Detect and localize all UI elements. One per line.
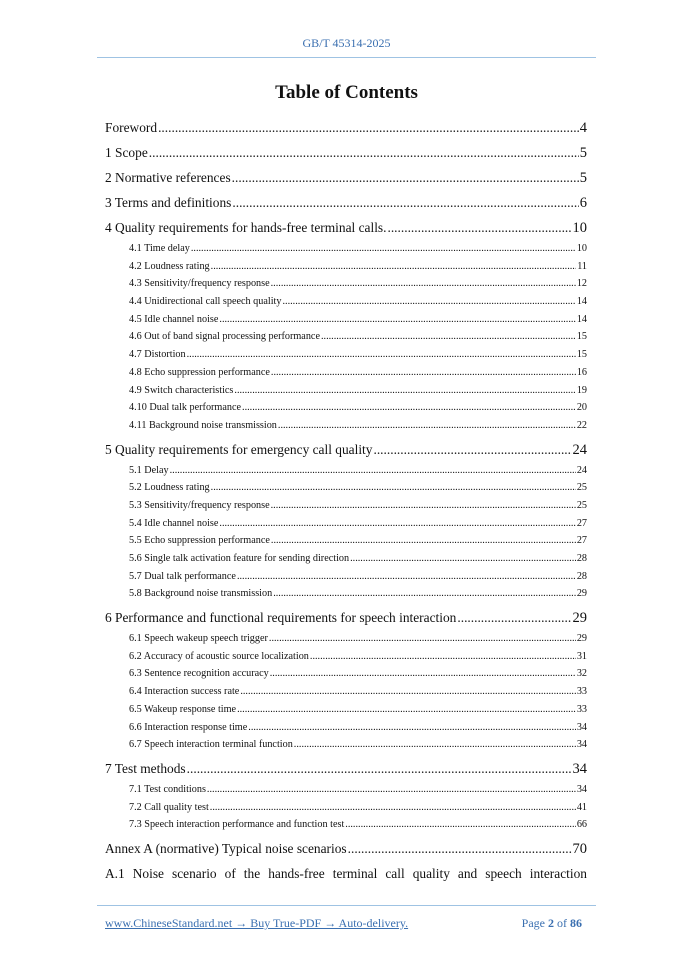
toc-dot-leader	[350, 550, 576, 568]
toc-subsection-entry[interactable]	[105, 293, 587, 311]
toc-subsection-entry[interactable]	[105, 568, 587, 586]
toc-entry-page: 70	[572, 840, 587, 857]
toc-entry-page: 15	[576, 331, 587, 343]
page-title: Table of Contents	[275, 82, 418, 103]
toc-dot-leader	[273, 585, 576, 603]
toc-section-entry[interactable]	[105, 215, 587, 240]
toc-entry-title: Foreword	[105, 120, 158, 135]
toc-subsection-entry[interactable]	[105, 665, 587, 683]
toc-dot-leader	[149, 140, 579, 165]
toc-subsection-entry[interactable]	[105, 630, 587, 648]
toc-entry-title: 6.2 Accuracy of acoustic source localization	[129, 650, 309, 662]
toc-section-entry[interactable]	[105, 115, 587, 140]
toc-entry-page: 27	[576, 517, 587, 529]
toc-subsection-entry[interactable]	[105, 550, 587, 568]
toc-dot-leader	[211, 479, 576, 497]
toc-entry-title: 6.6 Interaction response time	[129, 721, 248, 733]
toc-entry-title: 5.2 Loudness rating	[129, 482, 210, 494]
toc-entry-title: 6.7 Speech interaction terminal function	[129, 739, 293, 751]
toc-entry-title: 6.3 Sentence recognition accuracy	[129, 668, 269, 680]
toc-entry-page: 12	[576, 278, 587, 290]
toc-entry-page: 34	[576, 739, 587, 751]
toc-subsection-entry[interactable]	[105, 719, 587, 737]
toc-entry-page: 20	[576, 402, 587, 414]
toc-subsection-entry[interactable]	[105, 382, 587, 400]
toc-subsection-entry[interactable]	[105, 701, 587, 719]
toc-entry-page: 16	[576, 366, 587, 378]
toc-entry-title: 4.9 Switch characteristics	[129, 384, 234, 396]
toc-dot-leader	[170, 462, 576, 480]
toc-entry-title: 4.7 Distortion	[129, 349, 186, 361]
toc-entry-title: 4.4 Unidirectional call speech quality	[129, 296, 282, 308]
footer-divider	[97, 905, 596, 906]
toc-entry-title: 7 Test methods	[105, 760, 186, 776]
toc-dot-leader	[270, 665, 576, 683]
toc-entry-title: 6 Performance and functional requirements for speech interaction	[105, 610, 457, 626]
page-total: 86	[570, 916, 582, 930]
toc-subsection-entry[interactable]	[105, 816, 587, 834]
page-indicator	[522, 916, 582, 931]
toc-dot-leader	[240, 683, 575, 701]
toc-dot-leader	[282, 293, 575, 311]
table-of-contents	[105, 115, 587, 886]
toc-entry-page: 28	[576, 553, 587, 564]
toc-entry-page: 29	[572, 610, 587, 627]
toc-subsection-entry[interactable]	[105, 328, 587, 346]
toc-entry-page: 29	[576, 633, 587, 645]
toc-entry-title: 4.5 Idle channel noise	[129, 313, 219, 325]
toc-dot-leader	[237, 568, 576, 586]
toc-dot-leader	[387, 215, 571, 240]
toc-section-entry[interactable]	[105, 140, 587, 165]
toc-entry-title: 6.1 Speech wakeup speech trigger	[129, 633, 268, 645]
toc-entry-page: 34	[576, 783, 587, 795]
toc-dot-leader	[278, 417, 576, 435]
toc-entry-page: 25	[576, 499, 587, 511]
toc-section-entry[interactable]	[105, 605, 587, 630]
toc-dot-leader	[207, 781, 576, 799]
toc-dot-leader	[271, 364, 576, 382]
toc-entry-page: 5	[579, 170, 587, 186]
toc-entry-page: 10	[576, 243, 587, 254]
toc-entry-title: 7.2 Call quality test	[129, 801, 209, 813]
toc-entry-title: 4 Quality requirements for hands-free terminal calls.	[105, 220, 387, 235]
toc-entry-title: 4.6 Out of band signal processing performance	[129, 331, 320, 343]
toc-entry-title: 5 Quality requirements for emergency call quality	[105, 441, 373, 457]
toc-dot-leader	[232, 190, 578, 215]
page-label: Page	[521, 916, 545, 930]
toc-entry-page: 14	[576, 296, 587, 308]
toc-dot-leader	[321, 328, 576, 346]
toc-dot-leader	[457, 605, 571, 630]
page-current: 2	[548, 916, 554, 930]
toc-dot-leader	[373, 437, 571, 462]
toc-dot-leader	[237, 701, 576, 719]
toc-entry-page: 15	[576, 349, 587, 361]
toc-dot-leader	[234, 382, 575, 400]
toc-dot-leader	[310, 648, 576, 666]
toc-dot-leader	[187, 756, 572, 781]
toc-entry-page: 19	[576, 384, 587, 396]
toc-dot-leader	[187, 346, 576, 364]
toc-section-entry[interactable]	[105, 836, 587, 861]
toc-entry-title: 5.7 Dual talk performance	[129, 570, 236, 582]
toc-entry-title: 7.1 Test conditions	[129, 783, 206, 795]
toc-entry-page: 10	[572, 220, 587, 236]
toc-entry-page: 33	[576, 703, 587, 715]
page-footer	[105, 916, 582, 931]
toc-entry-title: 6.5 Wakeup response time	[129, 703, 237, 715]
toc-entry-title: 6.4 Interaction success rate	[129, 686, 240, 698]
toc-subsection-entry[interactable]	[105, 683, 587, 701]
toc-dot-leader	[242, 399, 576, 417]
toc-entry-title: 5.5 Echo suppression performance	[129, 535, 270, 547]
toc-section-entry[interactable]	[105, 190, 587, 215]
toc-entry-page: 66	[576, 819, 587, 831]
toc-entry-title: 1 Scope	[105, 145, 148, 160]
toc-entry-title: 5.8 Background noise transmission	[129, 588, 273, 600]
toc-subsection-entry[interactable]	[105, 462, 587, 480]
toc-section-entry[interactable]	[105, 756, 587, 781]
toc-entry-title: 5.4 Idle channel noise	[129, 517, 219, 529]
toc-entry-page: 5	[579, 145, 587, 161]
toc-section-entry[interactable]	[105, 437, 587, 462]
toc-subsection-entry[interactable]	[105, 364, 587, 382]
header-divider	[97, 57, 596, 58]
toc-entry-page: 11	[577, 260, 587, 272]
toc-dot-leader	[248, 719, 576, 737]
toc-dot-leader	[219, 311, 575, 329]
toc-dot-leader	[232, 165, 579, 190]
toc-subsection-entry[interactable]	[105, 515, 587, 533]
toc-entry-page: 28	[576, 570, 587, 582]
toc-entry-page: 34	[576, 721, 587, 733]
toc-entry-title: 4.1 Time delay	[129, 243, 190, 254]
toc-subsection-entry[interactable]	[105, 417, 587, 435]
toc-dot-leader	[211, 258, 577, 276]
toc-entry-title: 3 Terms and definitions	[105, 195, 232, 210]
toc-subsection-entry[interactable]	[105, 532, 587, 550]
toc-subsection-entry[interactable]	[105, 497, 587, 515]
toc-dot-leader	[271, 275, 576, 293]
toc-entry-page: 14	[576, 313, 587, 325]
toc-subsection-entry[interactable]	[105, 311, 587, 329]
toc-entry-title: Annex A (normative) Typical noise scenarios	[105, 840, 347, 856]
toc-entry-page: 41	[576, 801, 587, 813]
toc-entry-title: 2 Normative references	[105, 170, 231, 185]
toc-entry-page: 6	[579, 195, 587, 211]
toc-subsection-entry[interactable]	[105, 736, 587, 754]
toc-entry-title: 4.10 Dual talk performance	[129, 402, 242, 414]
toc-dot-leader	[210, 799, 576, 817]
toc-subsection-entry[interactable]	[105, 240, 587, 258]
toc-subsection-entry[interactable]	[105, 585, 587, 603]
toc-dot-leader	[348, 836, 572, 861]
toc-entry-page: 29	[576, 588, 587, 600]
toc-subsection-entry[interactable]	[105, 346, 587, 364]
toc-subsection-entry[interactable]	[105, 648, 587, 666]
toc-subsection-entry[interactable]	[105, 781, 587, 799]
toc-subsection-entry[interactable]	[105, 479, 587, 497]
toc-entry-title: 5.6 Single talk activation feature for sending direction	[129, 553, 350, 564]
toc-entry-title: 5.3 Sensitivity/frequency response	[129, 499, 270, 511]
toc-entry-title: 4.2 Loudness rating	[129, 260, 210, 272]
toc-dot-leader	[294, 736, 576, 754]
toc-dot-leader	[271, 532, 576, 550]
toc-entry-title: 4.8 Echo suppression performance	[129, 366, 270, 378]
toc-entry-page: 24	[576, 464, 587, 476]
toc-dot-leader	[158, 115, 579, 140]
toc-section-entry[interactable]	[105, 165, 587, 190]
toc-entry-page: 32	[576, 668, 587, 680]
toc-entry-page: 31	[576, 650, 587, 662]
toc-subsection-entry[interactable]	[105, 258, 587, 276]
toc-entry-page: 33	[576, 686, 587, 698]
toc-subsection-entry[interactable]	[105, 799, 587, 817]
toc-subsection-entry[interactable]	[105, 275, 587, 293]
page-header: GB/T 45314-2025	[302, 36, 391, 50]
toc-entry-title: 7.3 Speech interaction performance and function test	[129, 819, 345, 831]
toc-dot-leader	[269, 630, 576, 648]
store-link[interactable]: www.ChineseStandard.net → Buy True-PDF → Auto-delivery.	[105, 916, 409, 930]
toc-continued-line: A.1 Noise scenario of the hands-free terminal call quality and speech interaction	[105, 865, 587, 881]
toc-entry-title: 5.1 Delay	[129, 464, 169, 476]
toc-entry-page: 25	[576, 482, 587, 494]
toc-dot-leader	[345, 816, 576, 834]
toc-entry-page: 4	[579, 120, 587, 136]
toc-dot-leader	[219, 515, 575, 533]
toc-entry-title: 4.11 Background noise transmission	[129, 419, 277, 431]
toc-dot-leader	[191, 240, 576, 258]
toc-entry-page: 24	[572, 441, 587, 458]
toc-entry-page: 22	[576, 419, 587, 431]
toc-entry-page: 27	[576, 535, 587, 547]
toc-entry-title: 4.3 Sensitivity/frequency response	[129, 278, 270, 290]
page-of: of	[557, 916, 567, 930]
toc-dot-leader	[271, 497, 576, 515]
toc-entry-page: 34	[572, 760, 587, 777]
toc-subsection-entry[interactable]	[105, 399, 587, 417]
